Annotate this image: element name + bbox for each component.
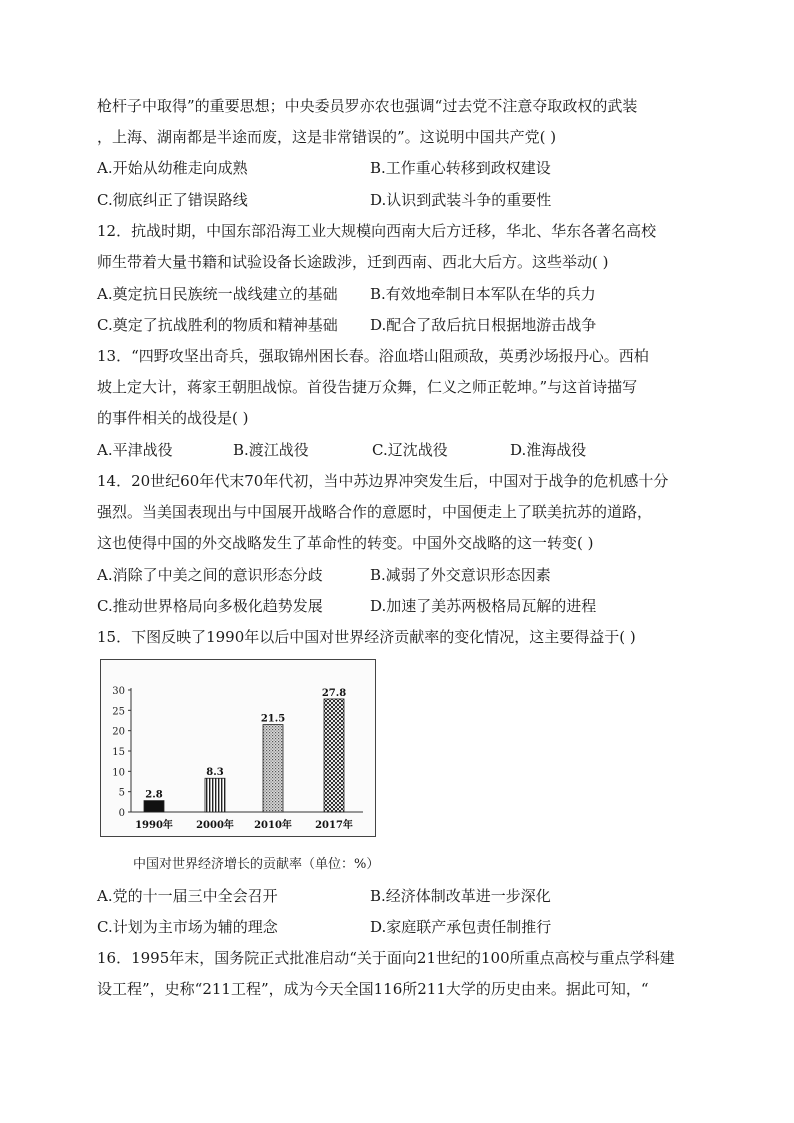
q15-option-d: D.家庭联产承包责任制推行 — [370, 918, 552, 936]
q15-text-line: 15．下图反映了1990年以后中国对世界经济贡献率的变化情况，这主要得益于( ) — [97, 628, 636, 646]
q15-option-a: A.党的十一届三中全会召开 — [97, 887, 278, 905]
bar-value-label: 21.5 — [260, 713, 286, 725]
q11-text-line-1: 枪杆子中取得”的重要思想；中央委员罗亦农也强调“过去党不注意夺取政权的武装 — [97, 97, 638, 115]
y-tick-label: 15 — [112, 747, 125, 758]
q13-option-d: D.淮海战役 — [510, 441, 587, 459]
q14-option-b: B.减弱了外交意识形态因素 — [370, 566, 551, 584]
x-category-label: 2017年 — [315, 820, 353, 831]
q14-text-line-1: 14．20世纪60年代末70年代初，当中苏边界冲突发生后，中国对于战争的危机感十分 — [97, 472, 669, 490]
x-category-label: 1990年 — [135, 820, 173, 831]
chart-bars — [144, 699, 344, 812]
q12-option-b: B.有效地牵制日本军队在华的兵力 — [370, 285, 596, 303]
q14-option-a: A.消除了中美之间的意识形态分歧 — [97, 566, 323, 584]
chart-caption: 中国对世界经济增长的贡献率（单位：%） — [133, 857, 380, 872]
q11-option-c: C.彻底纠正了错误路线 — [97, 191, 248, 209]
q12-text-line-2: 师生带着大量书籍和试验设备长途跋涉，迁到西南、西北大后方。这些举动( ) — [97, 253, 609, 271]
q11-option-d: D.认识到武装斗争的重要性 — [370, 191, 552, 209]
q13-text-line-2: 坡上定大计，蒋家王朝胆战惊。首役告捷万众舞，仁义之师正乾坤。”与这首诗描写 — [97, 378, 638, 396]
contribution-bar-chart — [100, 659, 376, 837]
q14-option-d: D.加速了美苏两极格局瓦解的进程 — [370, 597, 597, 615]
q13-option-a: A.平津战役 — [97, 441, 173, 459]
x-category-label: 2000年 — [196, 820, 234, 831]
q16-text-line-1: 16．1995年末，国务院正式批准启动“关于面向21世纪的100所重点高校与重点学科建 — [97, 949, 675, 967]
chart-svg — [101, 660, 375, 836]
q11-option-a: A.开始从幼稚走向成熟 — [97, 159, 248, 177]
y-tick-label: 30 — [112, 686, 125, 697]
q16-text-line-2: 设工程”，史称“211工程”，成为今天全国116所211大学的历史由来。据此可知，“ — [97, 980, 649, 998]
bar-value-label: 8.3 — [206, 767, 224, 779]
q15-option-c: C.计划为主市场为辅的理念 — [97, 918, 278, 936]
q14-text-line-2: 强烈。当美国表现出与中国展开战略合作的意愿时，中国便走上了联美抗苏的道路， — [97, 503, 653, 521]
q12-option-c: C.奠定了抗战胜利的物质和精神基础 — [97, 316, 338, 334]
q12-text-line-1: 12．抗战时期，中国东部沿海工业大规模向西南大后方迁移，华北、华东各著名高校 — [97, 222, 657, 240]
q12-option-a: A.奠定抗日民族统一战线建立的基础 — [97, 285, 338, 303]
y-tick-label: 25 — [112, 706, 125, 718]
q13-option-c: C.辽沈战役 — [372, 441, 448, 459]
q13-text-line-3: 的事件相关的战役是( ) — [97, 409, 249, 427]
q13-text-line-1: 13．“四野攻坚出奇兵，强取锦州困长春。浴血塔山阻顽敌，英勇沙场报丹心。西柏 — [97, 347, 649, 365]
bar — [144, 801, 164, 812]
q13-option-b: B.渡江战役 — [233, 441, 309, 459]
y-tick-label: 0 — [118, 808, 125, 819]
y-tick-label: 5 — [118, 787, 125, 799]
q11-text-line-2: ，上海、湖南都是半途而废，这是非常错误的”。这说明中国共产党( ) — [97, 128, 557, 146]
q15-option-b: B.经济体制改革进一步深化 — [370, 887, 551, 905]
q12-option-d: D.配合了敌后抗日根据地游击战争 — [370, 316, 597, 334]
q11-option-b: B.工作重心转移到政权建设 — [370, 159, 551, 177]
x-category-label: 2010年 — [254, 820, 292, 831]
y-tick-label: 10 — [112, 767, 125, 779]
bar — [263, 725, 283, 812]
bar — [205, 778, 225, 812]
q14-text-line-3: 这也使得中国的外交战略发生了革命性的转变。中国外交战略的这一转变( ) — [97, 534, 594, 552]
y-tick-label: 20 — [112, 726, 125, 738]
chart-labels — [135, 688, 353, 831]
bar-value-label: 27.8 — [321, 687, 347, 699]
bar-value-label: 2.8 — [145, 789, 163, 801]
q14-option-c: C.推动世界格局向多极化趋势发展 — [97, 597, 323, 615]
bar — [324, 699, 344, 812]
